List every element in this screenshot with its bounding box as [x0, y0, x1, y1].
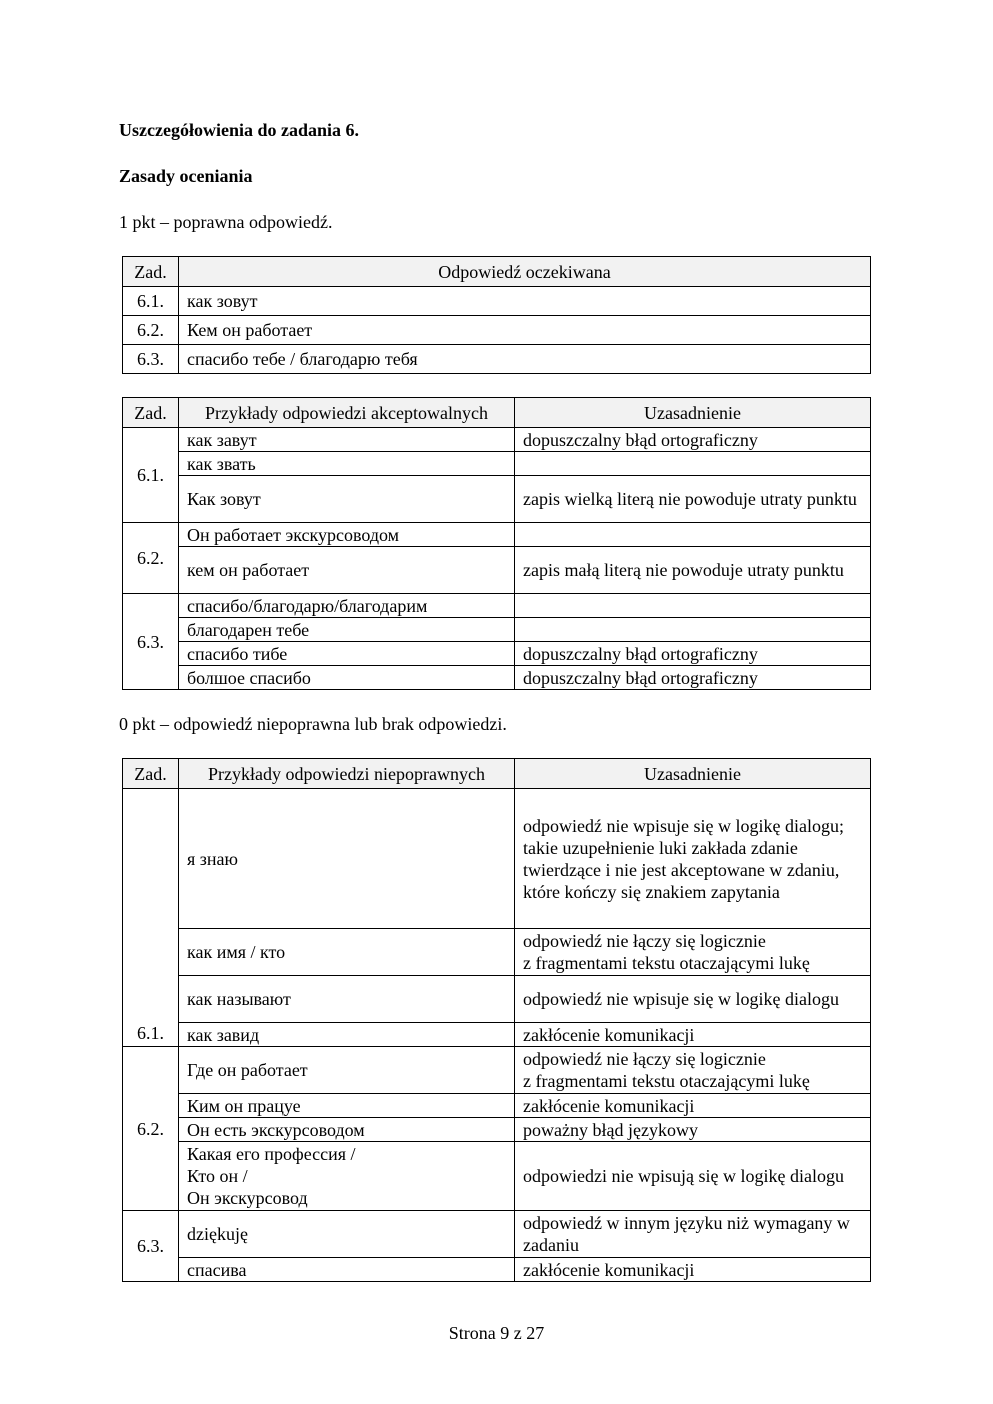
score-0-points-text: 0 pkt – odpowiedź niepoprawna lub brak odpowiedzi.	[119, 714, 507, 734]
table-row	[123, 618, 871, 642]
column-header-justification: Uzasadnienie	[515, 398, 871, 428]
accepted-answer: спасибо/благодарю/благодарим	[179, 594, 515, 618]
column-header-zad: Zad.	[123, 257, 179, 287]
task-number: 6.3.	[123, 1211, 179, 1282]
justification	[515, 523, 871, 547]
justification: poważny błąd językowy	[515, 1118, 871, 1142]
table-header-row	[123, 398, 871, 428]
table-row	[123, 976, 871, 1023]
expected-answer: спасибо тебе / благодарю тебя	[179, 345, 871, 374]
table-header-row	[123, 257, 871, 287]
task-number: 6.3.	[123, 594, 179, 690]
column-header-accepted-examples: Przykłady odpowiedzi akceptowalnych	[179, 398, 515, 428]
accepted-answer: болшое спасибо	[179, 666, 515, 690]
task-number: 6.1.	[123, 789, 179, 1047]
incorrect-answer: Какая его профессия / Кто он / Он экскурсовод	[179, 1142, 515, 1211]
table-row	[123, 452, 871, 476]
table-row	[123, 1142, 871, 1211]
justification: odpowiedź nie łączy się logicznie z fragmentami tekstu otaczającymi lukę	[515, 1047, 871, 1094]
justification: dopuszczalny błąd ortograficzny	[515, 666, 871, 690]
task-number: 6.2.	[123, 523, 179, 594]
task-number: 6.1.	[123, 428, 179, 523]
table-row	[123, 594, 871, 618]
justification: zakłócenie komunikacji	[515, 1094, 871, 1118]
accepted-answer: как завут	[179, 428, 515, 452]
justification: zapis wielką literą nie powoduje utraty punktu	[515, 476, 871, 523]
table-row	[123, 1047, 871, 1094]
table-row	[123, 1023, 871, 1047]
accepted-answers-table	[122, 397, 871, 690]
justification: dopuszczalny błąd ortograficzny	[515, 428, 871, 452]
table-row	[123, 1258, 871, 1282]
column-header-zad: Zad.	[123, 398, 179, 428]
table-row	[123, 523, 871, 547]
incorrect-answer: Он есть экскурсоводом	[179, 1118, 515, 1142]
incorrect-answer: Где он работает	[179, 1047, 515, 1094]
column-header-justification: Uzasadnienie	[515, 759, 871, 789]
table-row	[123, 789, 871, 929]
incorrect-answer: как имя / кто	[179, 929, 515, 976]
table-row	[123, 929, 871, 976]
table-row	[123, 428, 871, 452]
incorrect-answer: спасива	[179, 1258, 515, 1282]
table-row	[123, 547, 871, 594]
justification: zapis małą literą nie powoduje utraty punktu	[515, 547, 871, 594]
accepted-answer: благодарен тебе	[179, 618, 515, 642]
justification: dopuszczalny błąd ortograficzny	[515, 642, 871, 666]
table-row	[123, 316, 871, 345]
table-row	[123, 666, 871, 690]
accepted-answer: кем он работает	[179, 547, 515, 594]
column-header-zad: Zad.	[123, 759, 179, 789]
justification: zakłócenie komunikacji	[515, 1258, 871, 1282]
justification	[515, 594, 871, 618]
table-row	[123, 287, 871, 316]
incorrect-answer: Ким он працуе	[179, 1094, 515, 1118]
incorrect-answer: dziękuję	[179, 1211, 515, 1258]
task-number: 6.2.	[123, 1047, 179, 1211]
table-row	[123, 345, 871, 374]
column-header-expected-answer: Odpowiedź oczekiwana	[179, 257, 871, 287]
justification: odpowiedź nie wpisuje się w logikę dialogu; takie uzupełnienie luki zakłada zdanie twierdzące i nie jest akceptowane w zdaniu, które kończy się znakiem zapytania	[515, 789, 871, 929]
score-1-point-text: 1 pkt – poprawna odpowiedź.	[119, 212, 333, 232]
justification	[515, 452, 871, 476]
task-number: 6.2.	[123, 316, 179, 345]
page-number: Strona 9 z 27	[448, 1323, 545, 1343]
justification: odpowiedzi nie wpisują się w logikę dialogu	[515, 1142, 871, 1211]
justification: odpowiedź nie łączy się logicznie z fragmentami tekstu otaczającymi lukę	[515, 929, 871, 976]
section-heading: Uszczegółowienia do zadania 6.	[119, 120, 359, 140]
expected-answer: Кем он работает	[179, 316, 871, 345]
accepted-answer: Как зовут	[179, 476, 515, 523]
table-row	[123, 642, 871, 666]
table-row	[123, 1211, 871, 1258]
expected-answer: как зовут	[179, 287, 871, 316]
justification: odpowiedź w innym języku niż wymagany w zadaniu	[515, 1211, 871, 1258]
table-row	[123, 1118, 871, 1142]
justification	[515, 618, 871, 642]
table-row	[123, 1094, 871, 1118]
table-row	[123, 476, 871, 523]
justification: odpowiedź nie wpisuje się w logikę dialogu	[515, 976, 871, 1023]
incorrect-answer: как называют	[179, 976, 515, 1023]
grading-rules-heading: Zasady oceniania	[119, 166, 253, 186]
incorrect-answers-table	[122, 758, 871, 1282]
incorrect-answer: как завид	[179, 1023, 515, 1047]
incorrect-answer: я знаю	[179, 789, 515, 929]
justification: zakłócenie komunikacji	[515, 1023, 871, 1047]
task-number: 6.1.	[123, 287, 179, 316]
table-header-row	[123, 759, 871, 789]
column-header-incorrect-examples: Przykłady odpowiedzi niepoprawnych	[179, 759, 515, 789]
accepted-answer: как звать	[179, 452, 515, 476]
expected-answers-table	[122, 256, 871, 374]
accepted-answer: Он работает экскурсоводом	[179, 523, 515, 547]
task-number: 6.3.	[123, 345, 179, 374]
accepted-answer: спасибо тибе	[179, 642, 515, 666]
